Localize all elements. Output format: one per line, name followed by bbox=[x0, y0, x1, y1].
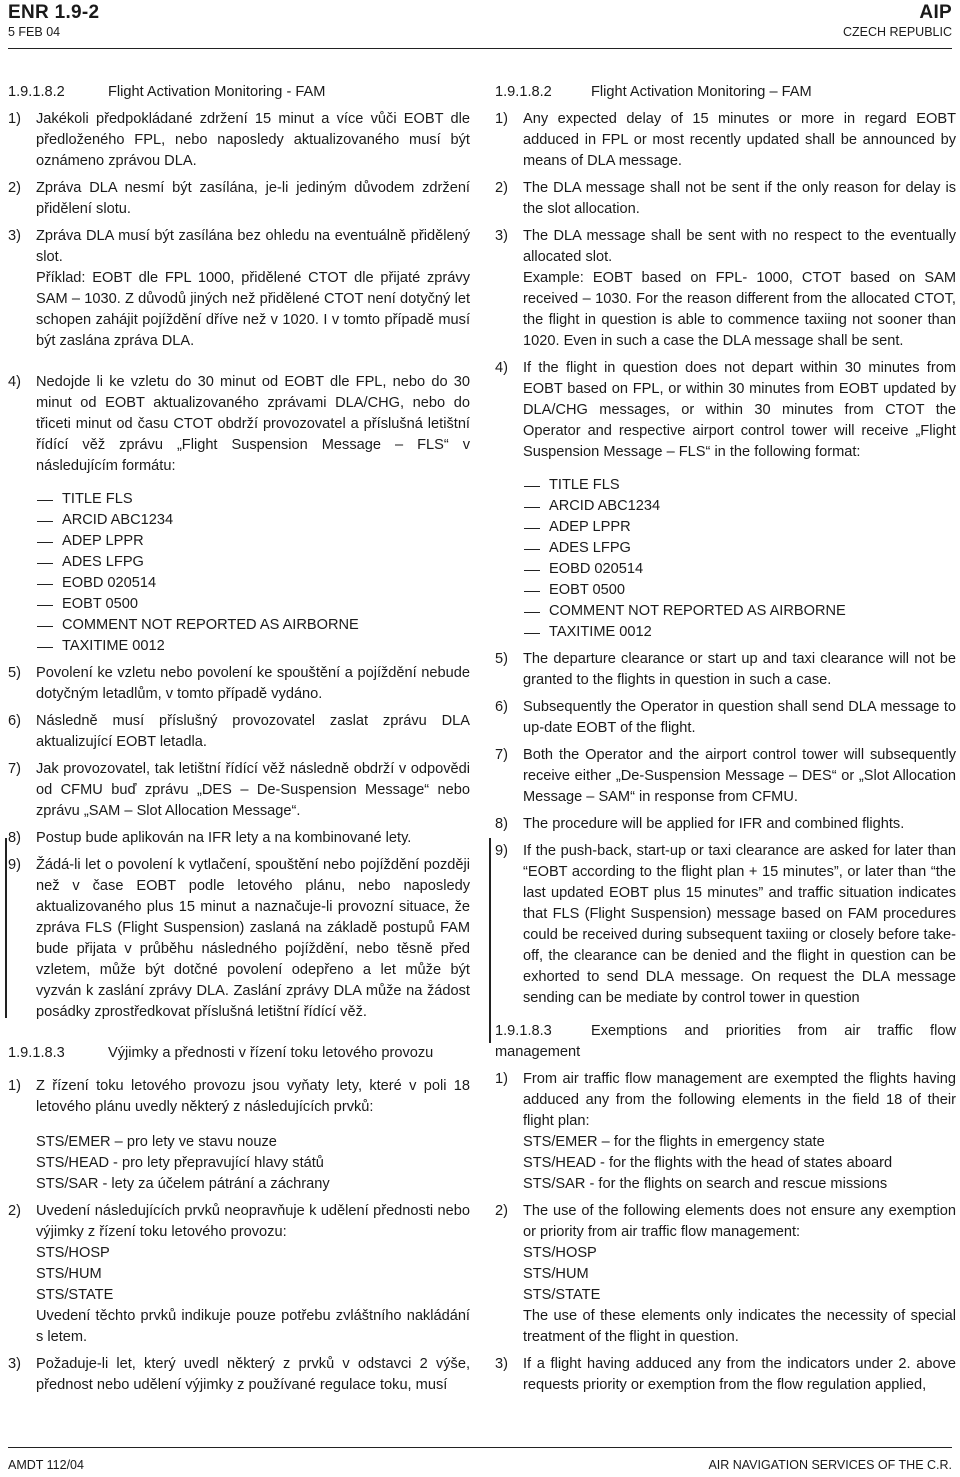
item-number: 4) bbox=[8, 374, 21, 390]
list-item-text: TITLE FLS bbox=[62, 491, 133, 507]
list-item-text: ARCID ABC1234 bbox=[62, 512, 174, 528]
list-item bbox=[523, 475, 956, 496]
paragraph bbox=[8, 663, 470, 705]
paragraph-text: The DLA message shall not be sent if the only reason for delay is the slot allocation. bbox=[523, 180, 956, 217]
item-number: 5) bbox=[495, 651, 508, 667]
paragraph-text: Any expected delay of 15 minutes or more in regard EOBT adduced in FPL or most recently updated shall be announced by means of DLA message. bbox=[523, 111, 956, 169]
list-item-text: TITLE FLS bbox=[549, 477, 620, 493]
paragraph-text: Z řízení toku letového provozu jsou vyňaty lety, které v poli 18 letového plánu uvedly některý z následujících prvků: bbox=[36, 1078, 470, 1115]
paragraph-text: If the push-back, start-up or taxi clearance are asked for later than “EOBT according to the flight plan + 15 minutes”, or later than “the last updated EOBT plus 15 minutes” and traffic situation indicates that FLS (Flight Suspension) message based on FAM procedures could be received during subsequent taxiing or closely before take-off, the clearance can be denied and the flight in question can be exhorted to send DLA message. On request the DLA message sending can be mediate by control tower in question bbox=[523, 843, 956, 1006]
dash-icon bbox=[523, 475, 549, 496]
paragraph bbox=[495, 814, 956, 835]
dash-icon bbox=[36, 531, 62, 552]
item-number: 2) bbox=[495, 1203, 508, 1219]
publication-name: AIP bbox=[919, 2, 952, 23]
code-line: STS/EMER – pro lety ve stavu nouze bbox=[36, 1134, 277, 1150]
paragraph-text: From air traffic flow management are exempted the flights having adduced any from the following elements in the field 18 of their flight plan: bbox=[523, 1071, 956, 1129]
fls-format-list bbox=[8, 489, 470, 657]
list-item bbox=[523, 538, 956, 559]
item-number: 4) bbox=[495, 360, 508, 376]
change-bar-right bbox=[489, 838, 491, 1043]
item-number: 7) bbox=[495, 747, 508, 763]
list-item-text: ADEP LPPR bbox=[62, 533, 144, 549]
section-number: 1.9.1.8.2 bbox=[495, 84, 552, 100]
paragraph bbox=[8, 226, 470, 352]
code-line: STS/HOSP bbox=[36, 1245, 110, 1261]
code-line: STS/SAR - for the flights on search and rescue missions bbox=[523, 1176, 888, 1192]
item-number: 8) bbox=[495, 816, 508, 832]
list-item-text: ADES LFPG bbox=[62, 554, 144, 570]
section-number: 1.9.1.8.2 bbox=[8, 84, 65, 100]
paragraph bbox=[8, 1354, 470, 1396]
dash-icon bbox=[36, 594, 62, 615]
paragraph bbox=[495, 1069, 956, 1195]
code-line: STS/HEAD - pro lety přepravující hlavy států bbox=[36, 1155, 324, 1171]
item-number: 2) bbox=[495, 180, 508, 196]
paragraph bbox=[495, 841, 956, 1009]
paragraph bbox=[8, 1201, 470, 1348]
footer-rule bbox=[8, 1447, 952, 1448]
amendment-number: AMDT 112/04 bbox=[8, 1458, 84, 1472]
item-number: 8) bbox=[8, 830, 21, 846]
paragraph-text: If the flight in question does not depart within 30 minutes from EOBT based on FPL, or within 30 minutes from EOBT updated by DLA/CHG messages, or within 30 minutes from CTOT the Operator and respective airport control tower will receive „Flight Suspension Message – FLS“ in the following format: bbox=[523, 360, 956, 460]
list-item bbox=[36, 636, 470, 657]
list-item-text: COMMENT NOT REPORTED AS AIRBORNE bbox=[549, 603, 846, 619]
paragraph-text: Nedojde li ke vzletu do 30 minut od EOBT dle FPL, nebo do 30 minut od EOBT aktualizovaného zprávami DLA/CHG, nebo do třiceti minut od času CTOT obdrží provozovatel a příslušná letištní řídící věž zprávu „Flight Suspension Message – FLS“ v následujícím formátu: bbox=[36, 374, 470, 474]
list-item bbox=[523, 601, 956, 622]
header-right bbox=[843, 2, 952, 39]
item-number: 9) bbox=[8, 857, 21, 873]
paragraph bbox=[8, 109, 470, 172]
list-item-text: ADEP LPPR bbox=[549, 519, 631, 535]
paragraph-text: The use of the following elements does not ensure any exemption or priority from air traffic flow management: bbox=[523, 1203, 956, 1240]
section-heading bbox=[8, 82, 470, 103]
dash-icon bbox=[36, 615, 62, 636]
list-item bbox=[36, 615, 470, 636]
paragraph bbox=[8, 711, 470, 753]
paragraph-text: Následně musí příslušný provozovatel zaslat zprávu DLA aktualizující EOBT letadla. bbox=[36, 713, 470, 750]
list-item-text: COMMENT NOT REPORTED AS AIRBORNE bbox=[62, 617, 359, 633]
code-line: STS/HUM bbox=[523, 1266, 589, 1282]
paragraph-text: Jak provozovatel, tak letištní řídící věž následně obdrží v odpovědi od CFMU buď zprávu „DES – De-Suspension Message“ nebo zprávu „SAM – Slot Allocation Message“. bbox=[36, 761, 470, 819]
paragraph-text: Požaduje-li let, který uvedl některý z prvků v odstavci 2 výše, přednost nebo udělení výjimky z používané regulace toku, musí bbox=[36, 1356, 470, 1393]
item-number: 5) bbox=[8, 665, 21, 681]
code-line: STS/STATE bbox=[36, 1287, 114, 1303]
fls-format-list bbox=[495, 475, 956, 643]
paragraph bbox=[8, 178, 470, 220]
code-line: STS/HEAD - for the flights with the head of states aboard bbox=[523, 1155, 893, 1171]
list-item bbox=[36, 573, 470, 594]
item-number: 3) bbox=[495, 228, 508, 244]
paragraph-text: If a flight having adduced any from the indicators under 2. above requests priority or exemption from the flow regulation applied, bbox=[523, 1356, 956, 1393]
item-number: 6) bbox=[495, 699, 508, 715]
list-item-text: EOBT 0500 bbox=[62, 596, 138, 612]
item-number: 1) bbox=[8, 111, 21, 127]
paragraph bbox=[8, 759, 470, 822]
paragraph-text: Zpráva DLA nesmí být zasílána, je-li jediným důvodem zdržení přidělení slotu. bbox=[36, 180, 470, 217]
item-number: 2) bbox=[8, 1203, 21, 1219]
paragraph bbox=[495, 226, 956, 352]
paragraph bbox=[8, 828, 470, 849]
item-number: 6) bbox=[8, 713, 21, 729]
dash-icon bbox=[36, 489, 62, 510]
code-line: STS/EMER – for the flights in emergency state bbox=[523, 1134, 825, 1150]
list-item bbox=[523, 580, 956, 601]
list-item bbox=[36, 489, 470, 510]
list-item bbox=[36, 552, 470, 573]
item-number: 2) bbox=[8, 180, 21, 196]
list-item bbox=[36, 531, 470, 552]
paragraph-text: Subsequently the Operator in question shall send DLA message to up-date EOBT of the flight. bbox=[523, 699, 956, 736]
list-item-text: TAXITIME 0012 bbox=[549, 624, 652, 640]
list-item bbox=[523, 559, 956, 580]
list-item bbox=[36, 594, 470, 615]
paragraph-text: Jakékoli předpokládané zdržení 15 minut a více vůči EOBT dle předloženého FPL, nebo naposledy aktualizovaného musí být oznámeno zprávou DLA. bbox=[36, 111, 470, 169]
dash-icon bbox=[523, 601, 549, 622]
list-item-text: TAXITIME 0012 bbox=[62, 638, 165, 654]
dash-icon bbox=[36, 510, 62, 531]
czech-column bbox=[8, 82, 470, 1402]
section-heading bbox=[8, 1043, 470, 1064]
dash-icon bbox=[523, 538, 549, 559]
dash-icon bbox=[523, 580, 549, 601]
dash-icon bbox=[523, 622, 549, 643]
change-bar-left bbox=[5, 838, 7, 1018]
paragraph-text: Zpráva DLA musí být zasílána bez ohledu na eventuálně přidělený slot. bbox=[36, 228, 470, 265]
paragraph bbox=[495, 649, 956, 691]
english-column bbox=[495, 82, 956, 1402]
paragraph bbox=[495, 1201, 956, 1348]
dash-icon bbox=[36, 573, 62, 594]
item-number: 3) bbox=[495, 1356, 508, 1372]
paragraph bbox=[8, 1076, 470, 1195]
paragraph bbox=[495, 745, 956, 808]
paragraph bbox=[495, 1354, 956, 1396]
paragraph-text: The DLA message shall be sent with no respect to the eventually allocated slot. bbox=[523, 228, 956, 265]
item-number: 3) bbox=[8, 1356, 21, 1372]
publication-date: 5 FEB 04 bbox=[8, 25, 61, 39]
section-heading bbox=[495, 1021, 956, 1063]
header-left bbox=[8, 2, 99, 39]
section-title: Flight Activation Monitoring – FAM bbox=[591, 84, 812, 100]
section-number: 1.9.1.8.3 bbox=[8, 1045, 65, 1061]
list-item-text: EOBD 020514 bbox=[549, 561, 644, 577]
dash-icon bbox=[523, 496, 549, 517]
item-number: 1) bbox=[495, 1071, 508, 1087]
list-item-text: ADES LFPG bbox=[549, 540, 631, 556]
list-item-text: EOBT 0500 bbox=[549, 582, 625, 598]
paragraph bbox=[495, 358, 956, 463]
paragraph-text: The departure clearance or start up and taxi clearance will not be granted to the flights in question in such a case. bbox=[523, 651, 956, 688]
list-item bbox=[523, 517, 956, 538]
paragraph bbox=[495, 178, 956, 220]
paragraph-text: Both the Operator and the airport control tower will subsequently receive either „De-Suspension Message – DES“ or „Slot Allocation Message – SAM“ in response from CFMU. bbox=[523, 747, 956, 805]
dash-icon bbox=[523, 517, 549, 538]
section-title: Exemptions and priorities from air traffic flow management bbox=[495, 1023, 956, 1060]
item-number: 1) bbox=[8, 1078, 21, 1094]
dash-icon bbox=[523, 559, 549, 580]
item-number: 1) bbox=[495, 111, 508, 127]
list-item bbox=[523, 496, 956, 517]
item-number: 9) bbox=[495, 843, 508, 859]
code-line: STS/STATE bbox=[523, 1287, 601, 1303]
code-line: STS/HOSP bbox=[523, 1245, 597, 1261]
paragraph bbox=[495, 109, 956, 172]
paragraph-text: Povolení ke vzletu nebo povolení ke spouštění a pojíždění nebude dotyčným letadlům, v tomto případě vydáno. bbox=[36, 665, 470, 702]
paragraph-text: Postup bude aplikován na IFR lety a na kombinované lety. bbox=[36, 830, 412, 846]
list-item-text: EOBD 020514 bbox=[62, 575, 157, 591]
section-number: 1.9.1.8.3 bbox=[495, 1023, 552, 1039]
example-text: Example: EOBT based on FPL- 1000, CTOT based on SAM received – 1030. For the reason different from the allocated CTOT, the flight in question is able to commence taxiing not sooner than 1020. Even in such a case the DLA message shall be sent. bbox=[523, 270, 956, 349]
item-number: 7) bbox=[8, 761, 21, 777]
paragraph bbox=[8, 855, 470, 1023]
item-number: 3) bbox=[8, 228, 21, 244]
paragraph-text: Žádá-li let o povolení k vytlačení, spouštění nebo pojíždění později než v čase EOBT podle letového plánu, nebo naposledy aktualizovaného plus 15 minut a naznačuje-li provozní situace, že zpráva FLS (Flight Suspension) zaslaná na základě postupů FAM bude přijata v průběhu následného pojíždění, nebo těsně před vzletem, může být dotčné povolení odepřeno a let může být vyzván k zaslání zprávy DLA. Zaslání zprávy DLA může na žádost posádky zprostředkovat příslušná letištní řídící věž. bbox=[36, 857, 470, 1020]
list-item-text: ARCID ABC1234 bbox=[549, 498, 661, 514]
code-line: STS/HUM bbox=[36, 1266, 102, 1282]
list-item bbox=[36, 510, 470, 531]
paragraph-text: Uvedení následujících prvků neopravňuje k udělení přednosti nebo výjimky z řízení toku letového provozu: bbox=[36, 1203, 470, 1240]
list-item bbox=[523, 622, 956, 643]
state-name: CZECH REPUBLIC bbox=[842, 25, 952, 39]
example-text: Příklad: EOBT dle FPL 1000, přidělené CTOT dle přijaté zprávy SAM – 1030. Z důvodů jiných než přidělené CTOT není dotyčný let schopen zahájit pojíždění dříve než v 1020. I v tomto případě musí být zaslána zpráva DLA. bbox=[36, 270, 470, 349]
paragraph bbox=[8, 372, 470, 477]
section-title: Flight Activation Monitoring - FAM bbox=[108, 84, 326, 100]
paragraph-text: Uvedení těchto prvků indikuje pouze potřebu zvláštního nakládání s letem. bbox=[36, 1308, 470, 1345]
page-header bbox=[0, 0, 960, 60]
code-line: STS/SAR - lety za účelem pátrání a záchrany bbox=[36, 1176, 330, 1192]
paragraph-text: The procedure will be applied for IFR and combined flights. bbox=[523, 816, 905, 832]
section-title: Výjimky a přednosti v řízení toku letového provozu bbox=[108, 1045, 434, 1061]
doc-reference: ENR 1.9-2 bbox=[8, 2, 100, 23]
paragraph-text: The use of these elements only indicates the necessity of special treatment of the flight in question. bbox=[523, 1308, 956, 1345]
section-heading bbox=[495, 82, 956, 103]
paragraph bbox=[495, 697, 956, 739]
issuing-authority: AIR NAVIGATION SERVICES OF THE C.R. bbox=[708, 1458, 952, 1472]
dash-icon bbox=[36, 552, 62, 573]
dash-icon bbox=[36, 636, 62, 657]
header-rule bbox=[8, 48, 952, 49]
